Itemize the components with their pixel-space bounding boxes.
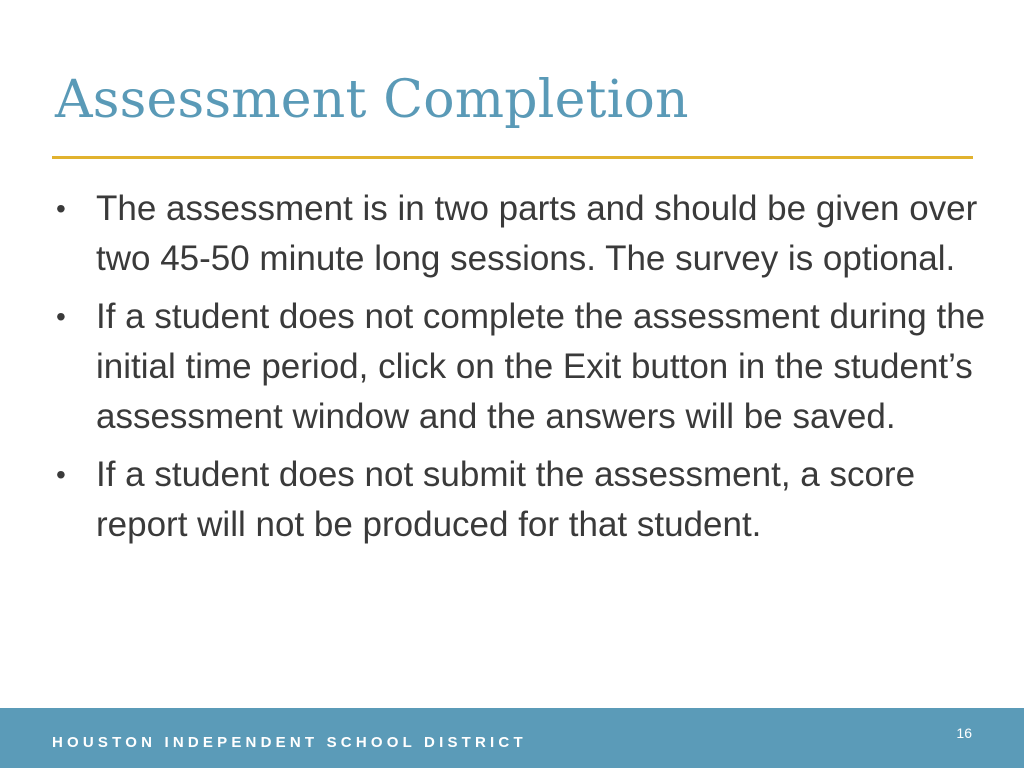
bullet-text: The assessment is in two parts and should be given over two 45-50 minute long sessions. The survey is optional. — [96, 189, 978, 278]
bullet-icon: • — [56, 301, 66, 332]
bullet-icon: • — [56, 459, 66, 490]
bullet-text: If a student does not complete the assessment during the initial time period, click on the Exit button in the student’s assessment window and the answers will be saved. — [96, 297, 986, 436]
bullet-list — [56, 184, 986, 558]
footer-bar — [0, 708, 1024, 768]
bullet-icon: • — [56, 193, 66, 224]
slide-title: Assessment Completion — [55, 70, 689, 130]
bullet-item — [56, 184, 986, 284]
bullet-item — [56, 292, 986, 442]
bullet-text: If a student does not submit the assessment, a score report will not be produced for that student. — [96, 455, 916, 544]
footer-organization: HOUSTON INDEPENDENT SCHOOL DISTRICT — [52, 734, 527, 751]
title-divider — [52, 156, 973, 159]
bullet-item — [56, 450, 986, 550]
page-number: 16 — [956, 725, 972, 741]
